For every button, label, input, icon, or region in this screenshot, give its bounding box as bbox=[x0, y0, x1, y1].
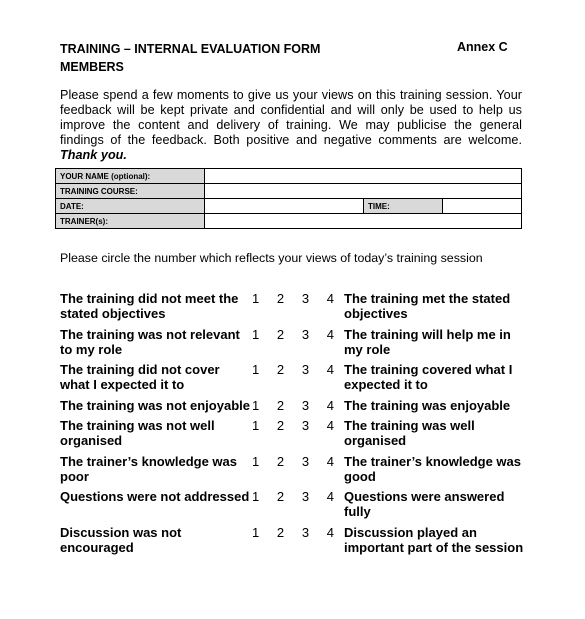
rating-option-1[interactable]: 1 bbox=[252, 291, 260, 306]
positive-statement: The trainer’s knowledge was good bbox=[344, 453, 521, 484]
table-row bbox=[56, 199, 522, 214]
negative-statement: Questions were not addressed bbox=[60, 489, 250, 504]
rating-option-4[interactable]: 4 bbox=[326, 418, 334, 433]
rating-option-1[interactable]: 1 bbox=[252, 418, 260, 433]
negative-statement: The trainer’s knowledge was poor bbox=[60, 453, 237, 484]
rating-option-1[interactable]: 1 bbox=[252, 362, 260, 377]
positive-statement: The training will help me in my role bbox=[344, 326, 511, 357]
intro-text: Please spend a few moments to give us your views on this training session. Your feedback will be kept private and confidential and will only be used to help us improve the content and delivery of training. We may publicise the general findings of the feedback. Both positive and negative comments are welcome. bbox=[60, 88, 522, 147]
rating-option-1[interactable]: 1 bbox=[252, 453, 260, 469]
rating-numbers bbox=[250, 489, 344, 519]
rating-numbers bbox=[250, 398, 344, 413]
rating-option-2[interactable]: 2 bbox=[276, 326, 285, 342]
negative-statement: The training was not relevant to my role bbox=[60, 326, 240, 357]
rating-row bbox=[60, 525, 530, 555]
rating-option-3[interactable]: 3 bbox=[301, 362, 310, 377]
rating-row bbox=[60, 398, 530, 413]
rating-option-4[interactable]: 4 bbox=[326, 291, 334, 306]
rating-option-2[interactable]: 2 bbox=[276, 418, 285, 433]
rating-option-2[interactable]: 2 bbox=[276, 362, 285, 377]
rating-option-2[interactable]: 2 bbox=[276, 524, 285, 540]
course-label: TRAINING COURSE: bbox=[56, 184, 205, 199]
time-field[interactable] bbox=[443, 199, 522, 214]
rating-option-4[interactable]: 4 bbox=[326, 397, 334, 413]
positive-statement: The training met the stated objectives bbox=[344, 291, 511, 321]
rating-option-2[interactable]: 2 bbox=[276, 291, 285, 306]
rating-option-4[interactable]: 4 bbox=[326, 524, 334, 540]
rating-option-3[interactable]: 3 bbox=[301, 453, 310, 469]
rating-row bbox=[60, 291, 530, 321]
trainer-field[interactable] bbox=[205, 214, 522, 229]
positive-statement: The training was enjoyable bbox=[344, 397, 511, 413]
negative-statement: Discussion was not encouraged bbox=[60, 524, 182, 555]
date-field[interactable] bbox=[205, 199, 364, 214]
rating-row bbox=[60, 362, 530, 392]
form-title: TRAINING – INTERNAL EVALUATION FORM MEMBERS bbox=[60, 42, 321, 74]
name-field[interactable] bbox=[205, 169, 522, 184]
time-label: TIME: bbox=[364, 199, 443, 214]
negative-statement: The training was not well organised bbox=[60, 418, 215, 448]
rating-numbers bbox=[250, 418, 344, 448]
rating-option-2[interactable]: 2 bbox=[276, 453, 285, 469]
rating-option-1[interactable]: 1 bbox=[252, 397, 260, 413]
rating-row bbox=[60, 489, 530, 519]
rating-option-3[interactable]: 3 bbox=[301, 326, 310, 342]
header bbox=[60, 40, 530, 76]
rating-numbers bbox=[250, 362, 344, 392]
table-row bbox=[56, 169, 522, 184]
negative-statement: The training was not enjoyable bbox=[60, 397, 250, 413]
course-field[interactable] bbox=[205, 184, 522, 199]
rating-option-3[interactable]: 3 bbox=[301, 489, 310, 504]
rating-numbers bbox=[250, 454, 344, 484]
rating-option-4[interactable]: 4 bbox=[326, 326, 334, 342]
rating-option-3[interactable]: 3 bbox=[301, 397, 310, 413]
date-label: DATE: bbox=[56, 199, 205, 214]
rating-row bbox=[60, 327, 530, 357]
positive-statement: The training covered what I expected it to bbox=[344, 362, 513, 392]
rating-scale bbox=[60, 291, 530, 560]
rating-numbers bbox=[250, 291, 344, 321]
rating-numbers bbox=[250, 525, 344, 555]
rating-row bbox=[60, 454, 530, 484]
rating-option-3[interactable]: 3 bbox=[301, 418, 310, 433]
rating-option-2[interactable]: 2 bbox=[276, 489, 285, 504]
intro-paragraph bbox=[60, 88, 522, 163]
positive-statement: Questions were answered fully bbox=[344, 489, 505, 519]
negative-statement: The training did not cover what I expected it to bbox=[60, 362, 220, 392]
rating-option-2[interactable]: 2 bbox=[276, 397, 285, 413]
positive-statement: The training was well organised bbox=[344, 418, 475, 448]
table-row bbox=[56, 184, 522, 199]
rating-option-1[interactable]: 1 bbox=[252, 489, 260, 504]
negative-statement: The training did not meet the stated objectives bbox=[60, 291, 239, 321]
rating-option-1[interactable]: 1 bbox=[252, 326, 260, 342]
rating-option-1[interactable]: 1 bbox=[252, 524, 260, 540]
positive-statement: Discussion played an important part of the session bbox=[344, 524, 524, 555]
scale-instructions: Please circle the number which reflects your views of today’s training session bbox=[60, 251, 483, 265]
rating-row bbox=[60, 418, 530, 448]
thank-you-text: Thank you. bbox=[60, 148, 127, 162]
rating-option-4[interactable]: 4 bbox=[326, 453, 334, 469]
rating-option-4[interactable]: 4 bbox=[326, 362, 334, 377]
rating-option-3[interactable]: 3 bbox=[301, 524, 310, 540]
rating-numbers bbox=[250, 327, 344, 357]
info-table bbox=[55, 168, 522, 229]
rating-option-3[interactable]: 3 bbox=[301, 291, 310, 306]
rating-option-4[interactable]: 4 bbox=[326, 489, 334, 504]
trainer-label: TRAINER(s): bbox=[56, 214, 205, 229]
table-row bbox=[56, 214, 522, 229]
annex-label: Annex C bbox=[457, 40, 508, 54]
name-label: YOUR NAME (optional): bbox=[56, 169, 205, 184]
